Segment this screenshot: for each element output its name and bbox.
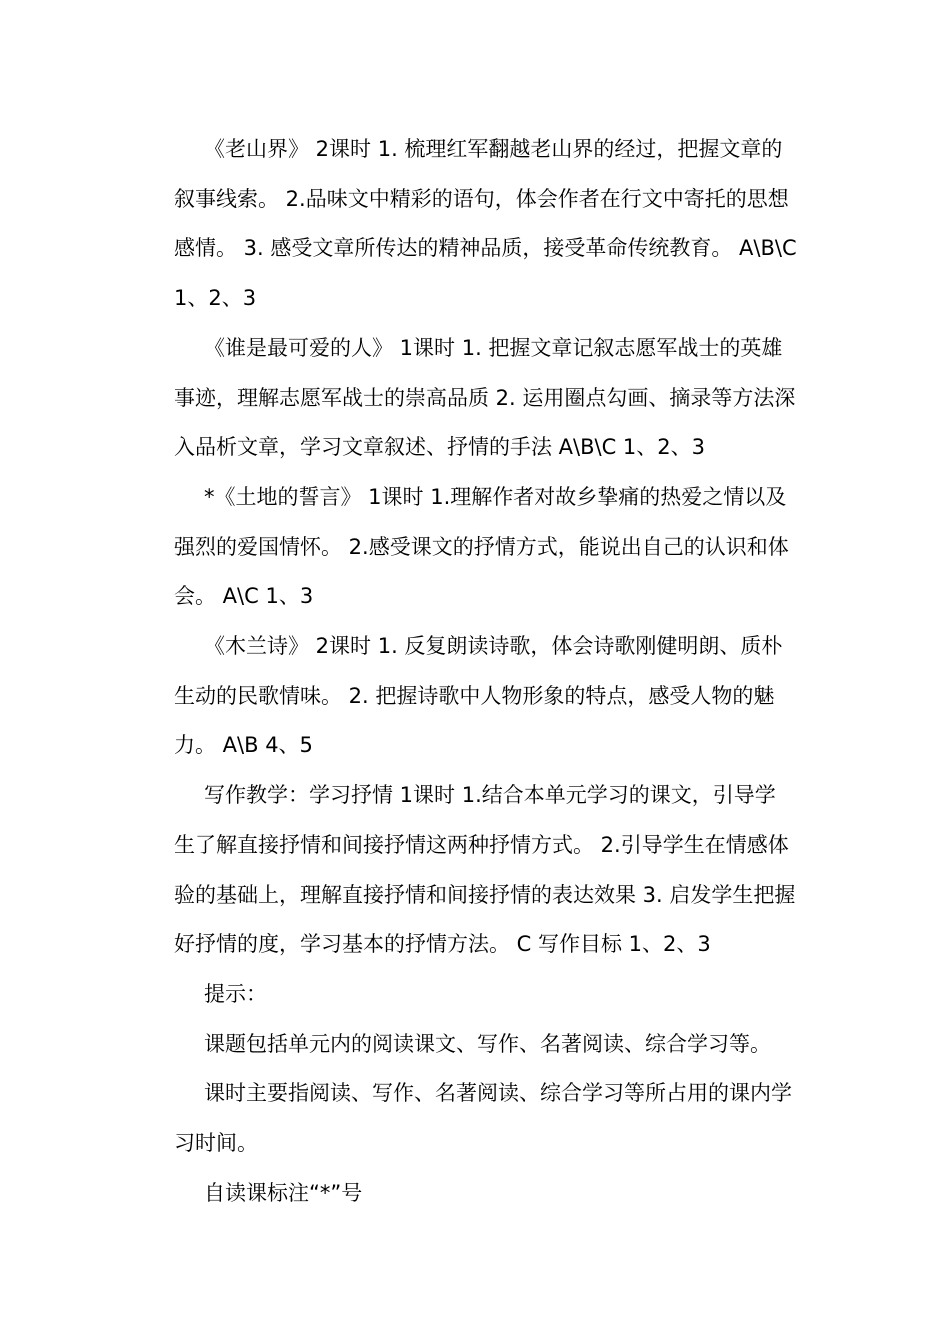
- text-line: 写作教学：学习抒情 1课时 1.结合本单元学习的课文，引导学: [204, 783, 776, 808]
- text-line: *《土地的誓言》 1课时 1.理解作者对故乡挚痛的热爱之情以及: [204, 484, 787, 509]
- text-line: 课时主要指阅读、写作、名著阅读、综合学习等所占用的课内学: [204, 1081, 792, 1106]
- text-line: 会。 A\C 1、3: [174, 584, 314, 609]
- text-line: 验的基础上，理解直接抒情和间接抒情的表达效果 3. 启发学生把握: [174, 882, 796, 907]
- text-line: 事迹，理解志愿军战士的崇高品质 2. 运用圈点勾画、摘录等方法深: [174, 385, 796, 410]
- text-line: 强烈的爱国情怀。 2.感受课文的抒情方式，能说出自己的认识和体: [174, 534, 789, 559]
- paragraph-laoshanjie: [144, 125, 808, 324]
- text-line: 《谁是最可爱的人》 1课时 1. 把握文章记叙志愿军战士的英雄: [204, 335, 783, 360]
- text-line: 生了解直接抒情和间接抒情这两种抒情方式。 2.引导学生在情感体: [174, 832, 789, 857]
- text-line: 《木兰诗》 2课时 1. 反复朗读诗歌，体会诗歌刚健明朗、质朴: [204, 634, 783, 659]
- text-line: 生动的民歌情味。 2. 把握诗歌中人物形象的特点，感受人物的魅: [174, 683, 775, 708]
- text-line: 提示：: [204, 981, 267, 1006]
- text-line: 感情。 3. 感受文章所传达的精神品质，接受革命传统教育。 A\B\C: [174, 236, 797, 261]
- text-line: 《老山界》 2课时 1. 梳理红军翻越老山界的经过，把握文章的: [204, 137, 783, 161]
- text-line: 自读课标注“*”号: [204, 1180, 363, 1205]
- paragraph-tip-self-reading: [144, 1169, 808, 1219]
- text-line: 入品析文章，学习文章叙述、抒情的手法 A\B\C 1、2、3: [174, 435, 706, 460]
- paragraph-tip-class-hours: [144, 1069, 808, 1168]
- paragraph-tudi-de-shiyan: [144, 473, 808, 622]
- paragraph-shuishi-zuikeaideren: [144, 324, 808, 473]
- text-line: 1、2、3: [174, 286, 257, 311]
- text-line: 课题包括单元内的阅读课文、写作、名著阅读、综合学习等。: [204, 1031, 771, 1056]
- paragraph-tip-topics: [144, 1020, 808, 1070]
- text-line: 好抒情的度，学习基本的抒情方法。 C 写作目标 1、2、3: [174, 932, 711, 957]
- text-line: 习时间。: [174, 1131, 258, 1156]
- paragraph-writing-teaching: [144, 771, 808, 970]
- text-line: 叙事线索。 2.品味文中精彩的语句，体会作者在行文中寄托的思想: [174, 186, 789, 211]
- paragraph-mulanshi: [144, 622, 808, 771]
- text-line: 力。 A\B 4、5: [174, 733, 313, 758]
- document-body: [144, 125, 808, 1218]
- paragraph-tips-heading: [144, 970, 808, 1020]
